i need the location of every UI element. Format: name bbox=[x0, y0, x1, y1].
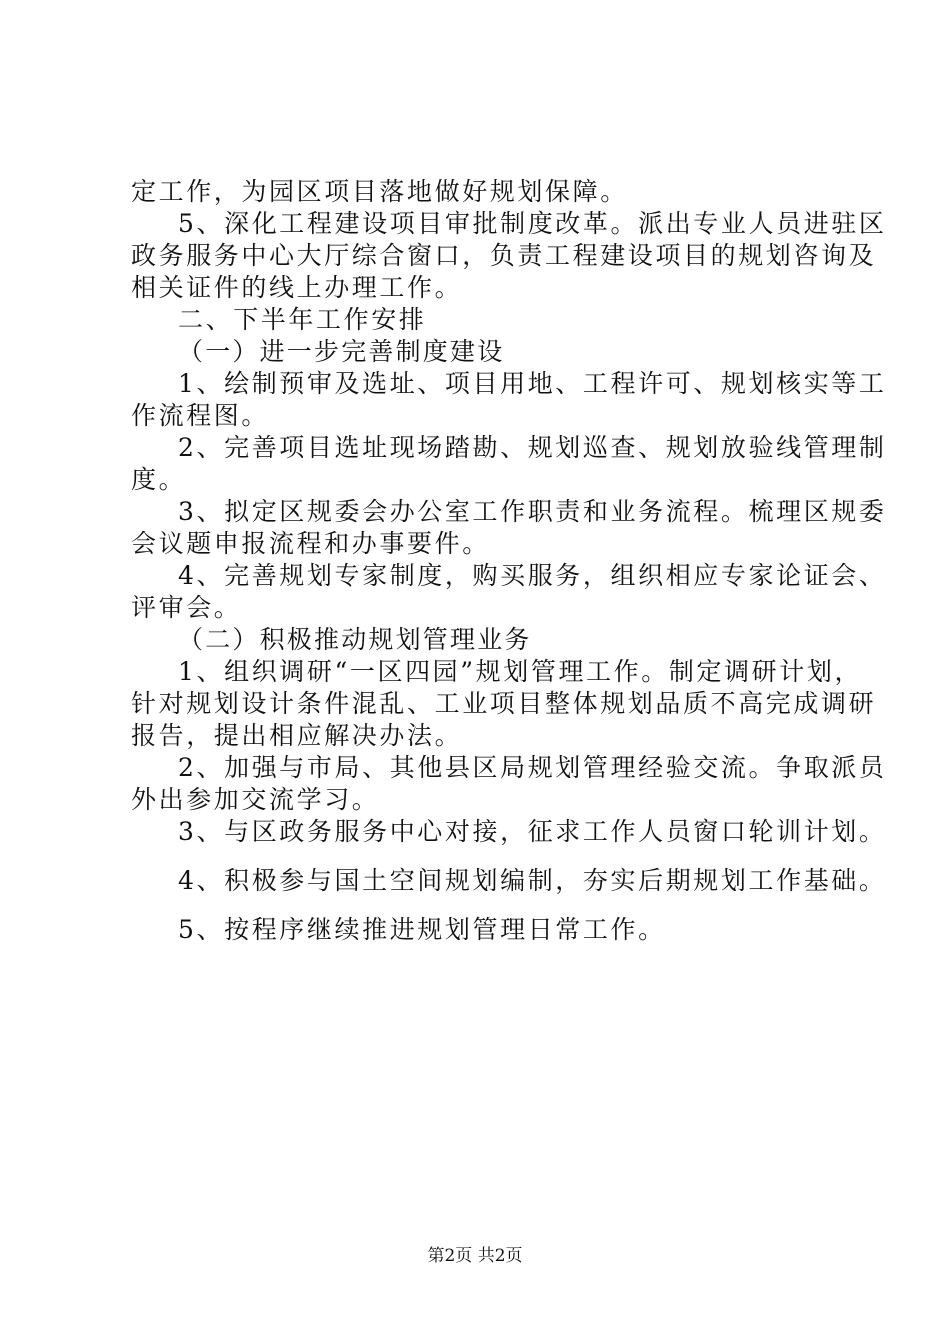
paragraph-line: 政务服务中心大厅综合窗口，负责工程建设项目的规划咨询及 bbox=[131, 241, 877, 270]
page-footer: 第2页 共2页 bbox=[427, 1246, 523, 1266]
paragraph-line: 1、组织调研“一区四园”规划管理工作。制定调研计划， bbox=[178, 657, 863, 686]
paragraph-line: 5、深化工程建设项目审批制度改革。派出专业人员进驻区 bbox=[178, 209, 887, 238]
paragraph-line: 定工作，为园区项目落地做好规划保障。 bbox=[131, 177, 628, 206]
paragraph-line: 5、按程序继续推进规划管理日常工作。 bbox=[178, 915, 666, 944]
paragraph-line: 3、与区政务服务中心对接，征求工作人员窗口轮训计划。 bbox=[178, 817, 887, 846]
paragraph-line: 针对规划设计条件混乱、工业项目整体规划品质不高完成调研 bbox=[131, 689, 877, 718]
paragraph-line: 度。 bbox=[131, 465, 187, 494]
paragraph-line: 报告，提出相应解决办法。 bbox=[131, 721, 463, 750]
paragraph-line: 4、完善规划专家制度，购买服务，组织相应专家论证会、 bbox=[178, 561, 887, 590]
paragraph-line: 作流程图。 bbox=[131, 401, 270, 430]
paragraph-line: 外出参加交流学习。 bbox=[131, 785, 380, 814]
paragraph-line: 会议题申报流程和办事要件。 bbox=[131, 529, 490, 558]
paragraph-line: 2、加强与市局、其他县区局规划管理经验交流。争取派员 bbox=[178, 753, 887, 782]
subsection-heading: （二）积极推动规划管理业务 bbox=[178, 625, 532, 654]
section-heading: 二、下半年工作安排 bbox=[178, 305, 427, 334]
paragraph-line: 相关证件的线上办理工作。 bbox=[131, 273, 463, 302]
paragraph-line: 4、积极参与国土空间规划编制，夯实后期规划工作基础。 bbox=[178, 866, 887, 895]
paragraph-line: 1、绘制预审及选址、项目用地、工程许可、规划核实等工 bbox=[178, 369, 887, 398]
paragraph-line: 2、完善项目选址现场踏勘、规划巡查、规划放验线管理制 bbox=[178, 433, 887, 462]
paragraph-line: 评审会。 bbox=[131, 593, 242, 622]
paragraph-line: 3、拟定区规委会办公室工作职责和业务流程。梳理区规委 bbox=[178, 497, 887, 526]
subsection-heading: （一）进一步完善制度建设 bbox=[178, 337, 505, 366]
